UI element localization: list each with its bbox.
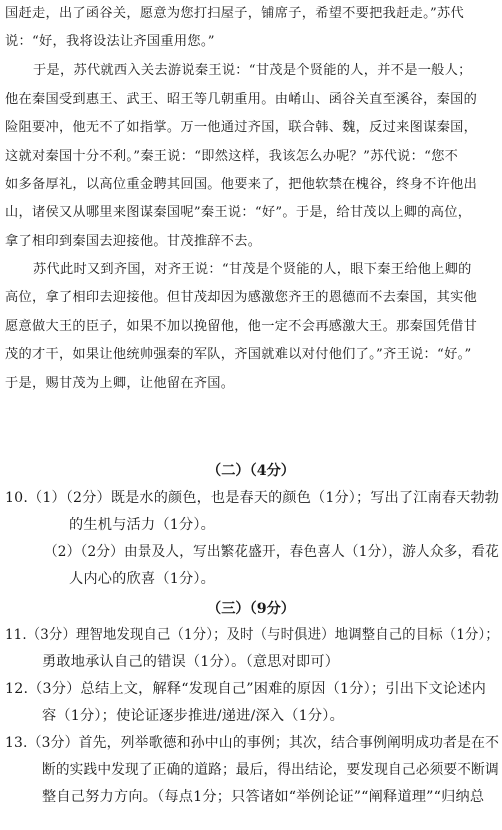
passage-line: 他在秦国受到惠王、武王、昭王等几朝重用。由崤山、函谷关直至溪谷，秦国的	[5, 92, 478, 107]
answer-line: 13.（3分）首先，列举歌德和孙中山的事例；其次，结合事例阐明成功者是在不	[5, 735, 500, 751]
answer-line: （2）（2分）由景及人，写出繁花盛开，春色喜人（1分），游人众多，看花	[44, 544, 499, 560]
answer-line: 的生机与活力（1分）。	[69, 517, 216, 533]
answer-line: 断的实践中发现了正确的道路；最后，得出结论，要发现自己必须要不断调	[42, 762, 499, 778]
passage-line: 茂的才干，如果让他统帅强秦的军队，齐国就难以对付他们了。”齐王说：“好。”	[5, 347, 472, 362]
section-heading: （二）（4分）	[207, 463, 295, 479]
passage-line: 国赶走，出了函谷关，愿意为您打扫屋子，铺席子，希望不要把我赶走。”苏代	[5, 6, 465, 21]
answer-line: 容（1分）；使论证逐步推进/递进/深入（1分）。	[42, 708, 344, 724]
section-heading: （三）（9分）	[207, 601, 295, 617]
answer-line: 12.（3分）总结上文，解释“发现自己”困难的原因（1分）；引出下文论述内	[5, 681, 487, 697]
passage-line: 于是，赐甘茂为上卿，让他留在齐国。	[5, 376, 235, 391]
passage-line: 险阻要冲，他无不了如指掌。万一他通过齐国，联合韩、魏，反过来图谋秦国，	[5, 120, 478, 135]
answer-line: 10.（1）（2分）既是水的颜色，也是春天的颜色（1分）；写出了江南春天勃勃	[5, 490, 500, 506]
answer-line: 整自己努力方向。（每点1分；只答诸如“举例论证”“阐释道理”“归纳总	[42, 789, 485, 805]
passage-line: 说：“好，我将设法让齐国重用您。”	[5, 34, 215, 49]
passage-line: 拿了相印到秦国去迎接他。甘茂推辞不去。	[5, 234, 262, 249]
passage-line: 山，诸侯又从哪里来图谋秦国呢”秦王说：“好”。于是，给甘茂以上卿的高位，	[5, 205, 472, 220]
answer-line: 人内心的欣喜（1分）。	[69, 571, 216, 587]
passage-line: 于是，苏代就西入关去游说秦王说：“甘茂是个贤能的人，并不是一般人；	[33, 63, 472, 78]
passage-line: 这就对秦国十分不利。”秦王说：“即然这样，我该怎么办呢？”苏代说：“您不	[5, 149, 459, 164]
passage-line: 如多备厚礼，以高位重金聘其回国。他要来了，把他软禁在槐谷，终身不许他出	[5, 177, 478, 192]
passage-line: 高位，拿了相印去迎接他。但甘茂却因为感激您齐王的恩德而不去秦国，其实他	[5, 290, 478, 305]
passage-line: 愿意做大王的臣子，如果不加以挽留他，他一定不会再感激大王。那秦国凭借甘	[5, 319, 478, 334]
answer-line: 勇敢地承认自己的错误（1分）。（意思对即可）	[42, 654, 340, 670]
passage-line: 苏代此时又到齐国，对齐王说：“甘茂是个贤能的人，眼下秦王给他上卿的	[33, 262, 472, 277]
answer-line: 11.（3分）理智地发现自己（1分）；及时（与时俱进）地调整自己的目标（1分）；	[5, 627, 499, 643]
